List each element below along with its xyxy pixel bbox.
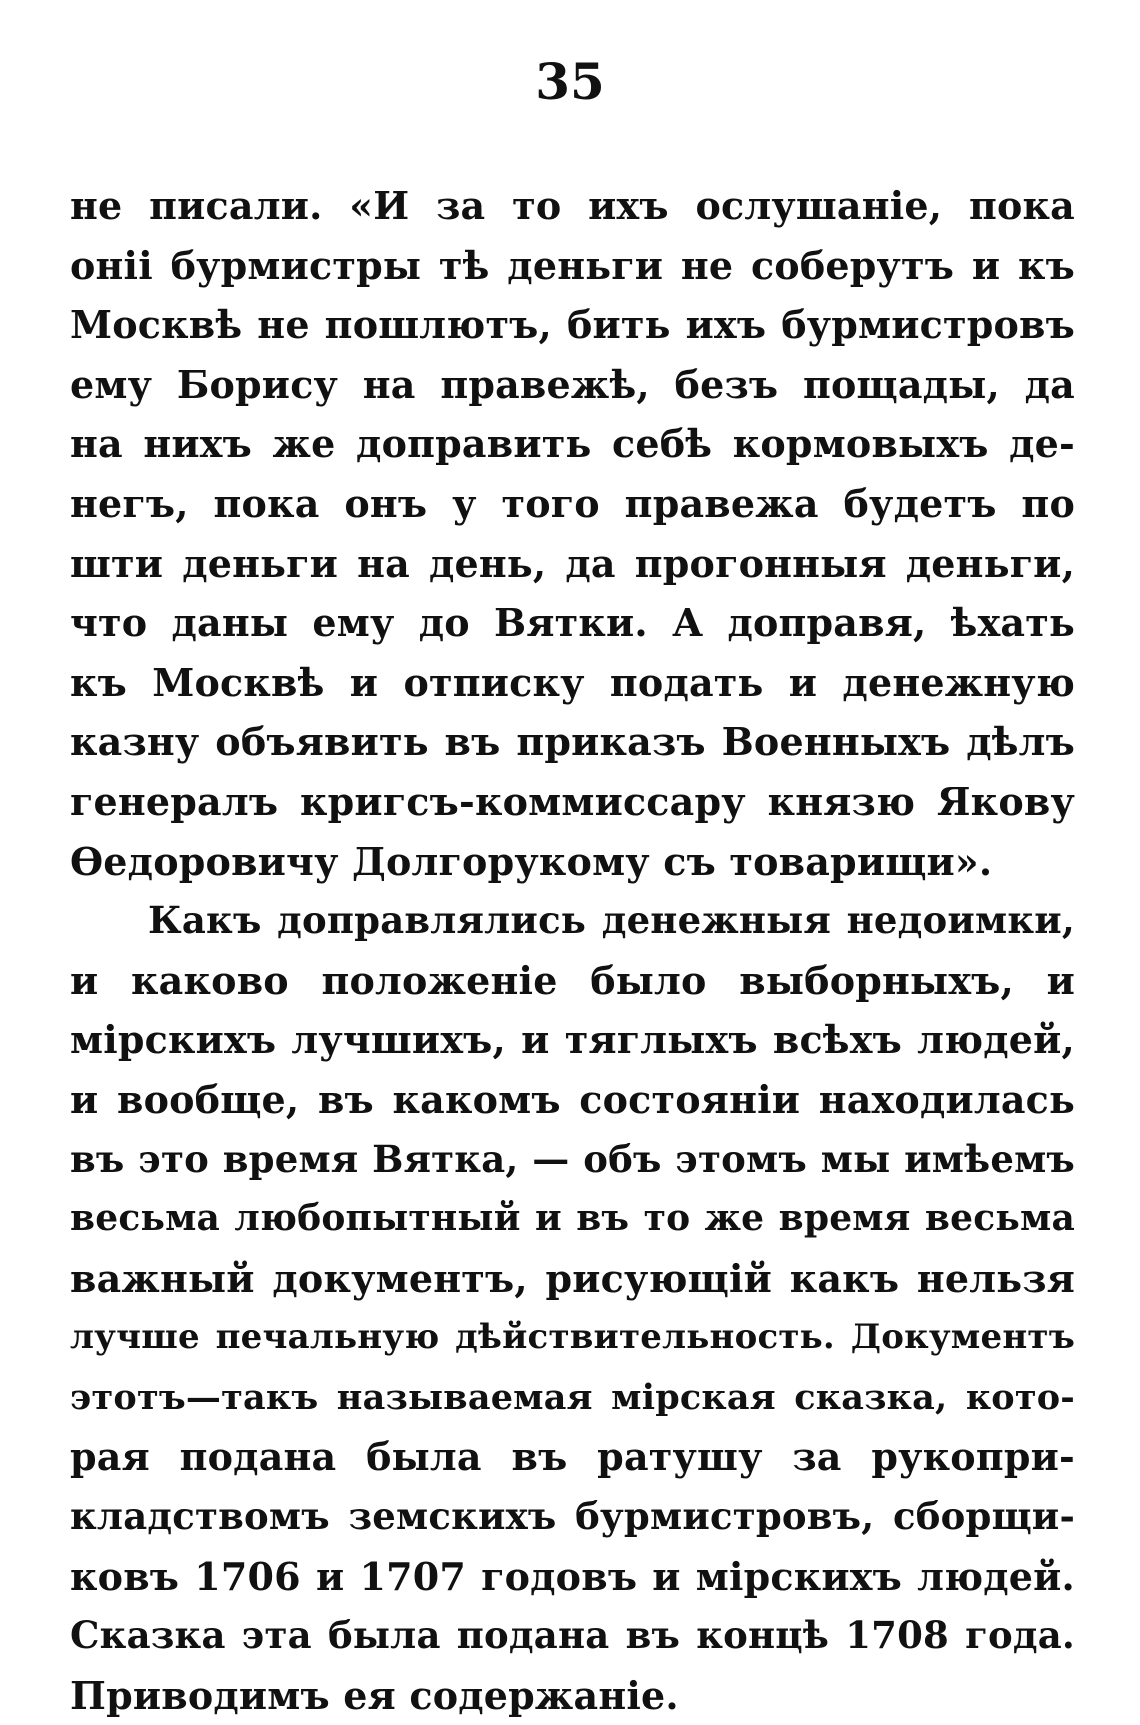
text-line: ковъ 1706 и 1707 годовъ и мірскихъ людей.	[70, 1553, 1075, 1599]
text-line: Ѳедоровичу Долгорукому съ товарищи».	[70, 838, 993, 884]
text-line: Какъ доправлялись денежныя недоимки,	[148, 898, 1075, 943]
text-line: Приводимъ ея содержаніе.	[70, 1672, 679, 1718]
text-line: этотъ—такъ называемая мірская сказка, кото-	[70, 1376, 1075, 1418]
text-line: на нихъ же доправить себѣ кормовыхъ де-	[70, 421, 1075, 467]
text-line: къ Москвѣ и отписку подать и денежную	[70, 659, 1075, 705]
text-line: и вообще, въ какомъ состояніи находилась	[70, 1076, 1075, 1122]
text-line: и каково положеніе было выборныхъ, и	[70, 957, 1075, 1003]
text-line: генералъ кригсъ-коммиссару князю Якову	[70, 778, 1075, 824]
text-line: Сказка эта была подана въ концѣ 1708 года.	[70, 1613, 1075, 1658]
text-line: Москвѣ не пошлютъ, бить ихъ бурмистровъ	[70, 302, 1075, 348]
text-line: рая подана была въ ратушу за рукопри-	[70, 1434, 1075, 1480]
text-line: лучше печальную дѣйствительность. Документъ	[70, 1317, 1075, 1358]
text-line: ему Борису на правежѣ, безъ пощады, да	[70, 361, 1075, 407]
text-line: важный документъ, рисующій какъ нельзя	[70, 1255, 1075, 1301]
text-line: мірскихъ лучшихъ, и тяглыхъ всѣхъ людей,	[70, 1017, 1075, 1063]
text-line: не писали. «И за то ихъ ослушаніе, пока	[70, 183, 1075, 228]
body-text	[70, 176, 1075, 1725]
text-line: оніі бурмистры тѣ деньги не соберутъ и къ	[70, 242, 1075, 288]
text-line: негъ, пока онъ у того правежа будетъ по	[70, 480, 1075, 526]
text-line: въ это время Вятка, — объ этомъ мы имѣемъ	[70, 1136, 1075, 1181]
text-line: шти деньги на день, да прогонныя деньги,	[70, 540, 1075, 586]
text-line: кладствомъ земскихъ бурмистровъ, сборщи-	[70, 1494, 1075, 1539]
text-line: весьма любопытный и въ то же время весьма	[70, 1197, 1075, 1240]
text-line: что даны ему до Вятки. А доправя, ѣхать	[70, 600, 1075, 646]
text-line: казну объявить въ приказъ Военныхъ дѣлъ	[70, 719, 1075, 765]
page-number: 35	[535, 52, 605, 111]
